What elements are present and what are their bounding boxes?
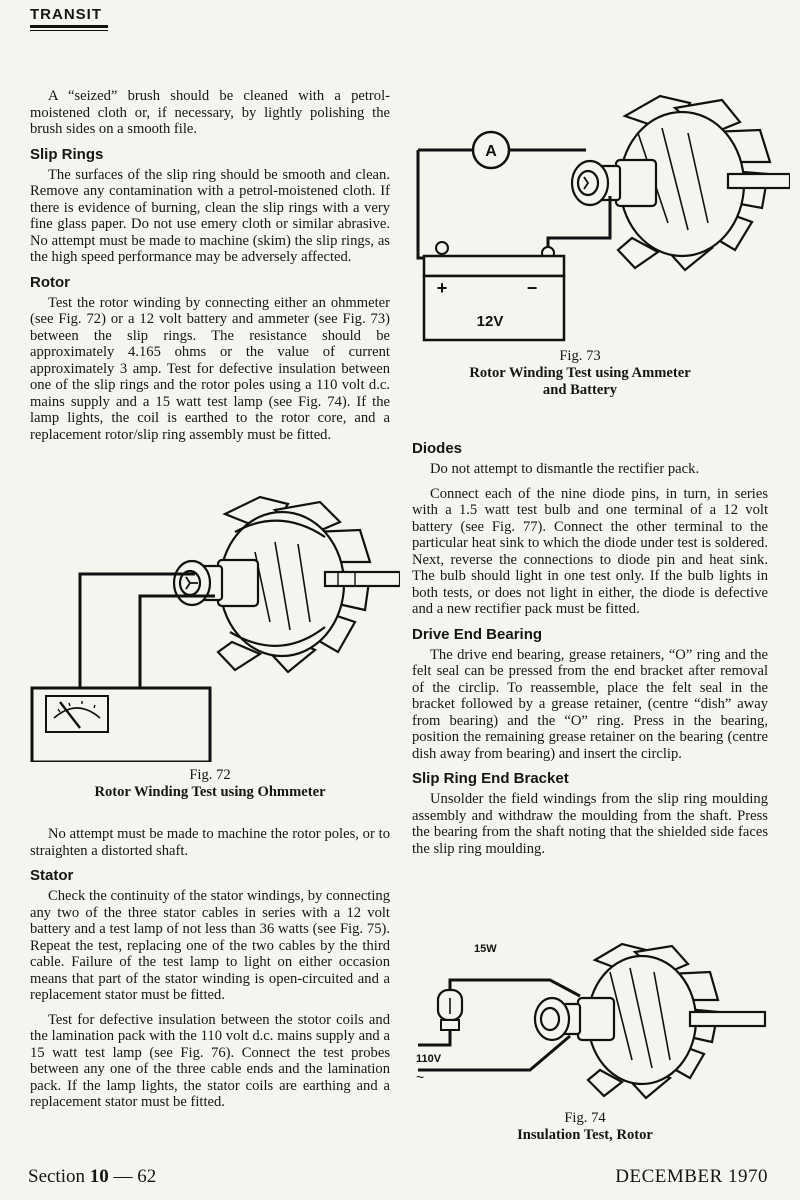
page-brand (30, 6, 108, 31)
ac-symbol: ~ (416, 1069, 425, 1085)
heading-rotor: Rotor (30, 273, 70, 291)
battery-minus: − (526, 278, 538, 298)
lamp-label: 15W (474, 943, 497, 955)
rotor-drawing (535, 944, 765, 1098)
test-lamp (438, 990, 462, 1030)
footer-section (28, 1166, 156, 1188)
paragraph-slip-rings: The surfaces of the slip ring should be smooth and clean. Remove any contamination with a petrol-moistened cloth. If there is evidence of burning, clean the slip rings with a very fine glass paper. Do not use emery cloth or similar abrasive. No attempt must be made to machine (skim) the slip rings, as the high speed performance may be adversely affected. (30, 166, 390, 265)
footer-section-number: 10 (89, 1166, 109, 1187)
fig74-number: Fig. 74 (564, 1110, 606, 1126)
fig72-illustration (20, 492, 400, 762)
heading-diodes: Diodes (412, 440, 463, 457)
fig73-illustration (410, 88, 790, 343)
heading-drive-end-bearing: Drive End Bearing (412, 625, 543, 643)
battery-plus: + (436, 278, 448, 298)
figure-73 (410, 88, 790, 418)
paragraph-slip-ring-end-bracket: Unsolder the field windings from the slip ring moulding assembly and withdraw the moulding from the shaft. Press the bearing from the shaft noting that the shielded side faces the slip ring moulding. (412, 791, 768, 857)
paragraph-no-attempt: No attempt must be made to machine the rotor poles, or to straighten a distorted shaft. (30, 826, 390, 859)
footer-date: DECEMBER 1970 (615, 1166, 768, 1187)
battery-voltage: 12V (476, 313, 504, 330)
footer-page-number: — 62 (113, 1166, 157, 1187)
fig72-caption (20, 767, 400, 801)
fig74-caption (420, 1110, 750, 1144)
paragraph-diodes-1: Do not attempt to dismantle the rectifier pack. (430, 461, 700, 477)
paragraph-stator-1: Check the continuity of the stator windings, by connecting any two of the three stator cables in series with a 12 volt battery and a test lamp of not less than 36 watts (see Fig. 75). Repeat the test, replacing one of the two cables by the third cable. Failure of the test lamp to light on either occasion means that part of the stator winding is open-circuited and a replacement stator must be fitted. (30, 888, 390, 1003)
fig72-number: Fig. 72 (189, 767, 231, 783)
fig72-title: Rotor Winding Test using Ohmmeter (94, 784, 326, 800)
fig73-title-line1: Rotor Winding Test using Ammeter (469, 365, 691, 381)
fig73-number: Fig. 73 (559, 348, 601, 364)
heading-slip-ring-end-bracket: Slip Ring End Bracket (412, 770, 569, 787)
ammeter (473, 132, 509, 168)
fig73-caption (430, 348, 730, 399)
rotor-drawing (174, 497, 400, 672)
brand-rule (30, 25, 108, 31)
fig74-illustration (410, 930, 790, 1105)
battery (424, 242, 564, 340)
paragraph-brush: A “seized” brush should be cleaned with a petrol-moistened cloth or, if necessary, by lightly polishing the brush sides on a smooth file. (30, 88, 390, 137)
supply-label: 110V (416, 1053, 442, 1065)
fig73-title-line2: and Battery (542, 382, 618, 398)
figure-72 (20, 492, 400, 802)
fig74-title: Insulation Test, Rotor (517, 1127, 653, 1143)
ammeter-label: A (485, 143, 497, 160)
rotor-drawing (572, 96, 790, 270)
paragraph-drive-end-bearing: The drive end bearing, grease retainers, “O” ring and the felt seal can be pressed from the end bracket after removal of the circlip. To reassemble, place the felt seal in the bracket followed by a grease retainer, (centre “dish” away from bearing) and the “O” ring. Press in the bearing, position the remaining grease retainer on the bearing (centre dish away from bearing) and insert the circlip. (412, 646, 768, 762)
heading-slip-rings: Slip Rings (30, 145, 104, 163)
paragraph-rotor: Test the rotor winding by connecting either an ohmmeter (see Fig. 72) or a 12 volt battery and ammeter (see Fig. 73) between the slip rings. The resistance should be approximately 4.165 ohms or the value of current approximately 3 amp. Test for defective insulation between one of the slip rings and the rotor poles using a 110 volt d.c. mains supply and a 15 watt test lamp (see Fig. 74). If the lamp lights, the coil is earthed to the rotor core, and a replacement rotor/slip ring assembly must be fitted. (30, 294, 390, 443)
paragraph-diodes-2: Connect each of the nine diode pins, in turn, in series with a 1.5 watt test bulb and one terminal of a 12 volt battery (see Fig. 77). Connect the other terminal to the particular heat sink to which the diode under test is soldered. Next, reverse the connections to diode pin and heat sink. The bulb should light in one test only. If the bulb lights in both tests, or does not light in either, the diode is defective and a new rectifier pack must be fitted. (412, 485, 768, 617)
figure-74 (410, 930, 790, 1145)
right-column (412, 432, 768, 865)
paragraph-stator-2: Test for defective insulation between the stotor coils and the lamination pack with the 110 volt d.c. mains supply and a 15 watt test lamp (see Fig. 76). Connect the test probes between any one of the three cable ends and the lamination pack. If the lamp lights, the stator coils are earthing and a replacement stator must be fitted. (30, 1011, 390, 1110)
left-column-top (30, 88, 390, 451)
heading-stator: Stator (30, 867, 74, 884)
left-column-bottom (30, 826, 390, 1119)
ohmmeter (32, 688, 210, 762)
footer-section-prefix: Section (28, 1166, 85, 1187)
brand-title: TRANSIT (30, 6, 102, 23)
